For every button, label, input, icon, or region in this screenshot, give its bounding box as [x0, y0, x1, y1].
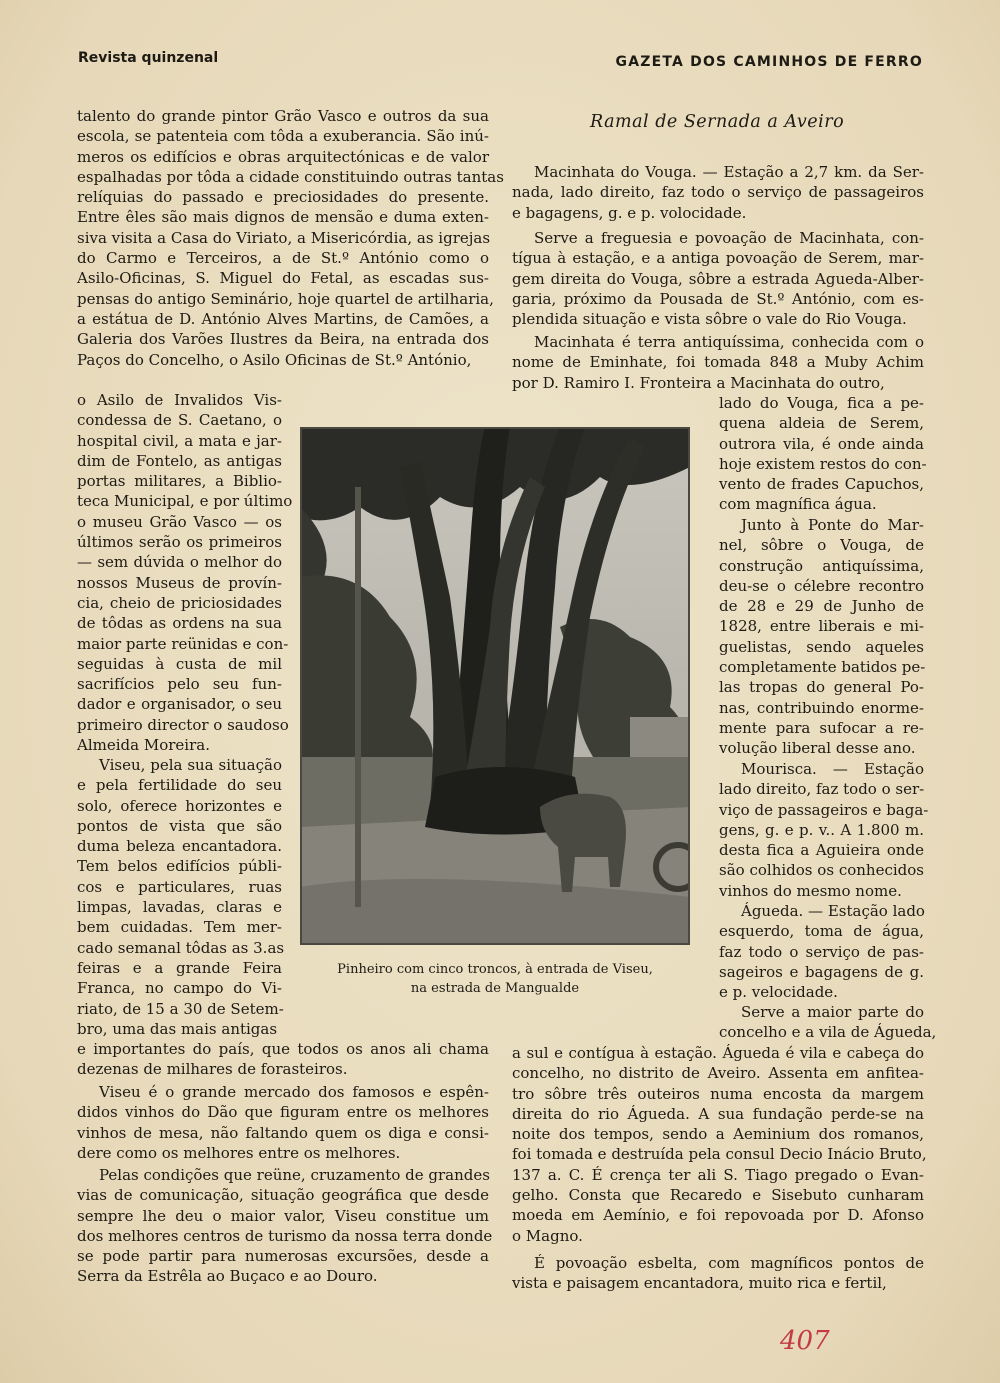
text-line: Asilo-Oficinas, S. Miguel do Fetal, as escadas sus- — [77, 269, 489, 288]
text-line: volução liberal desse ano. — [719, 739, 916, 758]
text-line: Pelas condições que reüne, cruzamento de grandes — [99, 1166, 490, 1184]
text-line: concelho e a vila de Águeda, — [719, 1023, 937, 1042]
text-line: hospital civil, a mata e jar- — [77, 431, 282, 450]
right-paragraph-5 — [719, 759, 929, 901]
text-line: dim de Fontelo, as antigas — [77, 451, 282, 470]
running-header-left: Revista quinzenal — [78, 50, 219, 66]
text-line: de tôdas as ordens na sua — [77, 614, 282, 633]
left-paragraph-1 — [77, 106, 504, 370]
text-line: teca Municipal, e por último — [77, 492, 293, 511]
text-line: riato, de 15 a 30 de Setem- — [77, 999, 284, 1018]
text-line: nada, lado direito, faz todo o serviço de passageiros — [512, 183, 924, 202]
text-line: Macinhata do Vouga. — Estação a 2,7 km. da Ser- — [534, 163, 924, 181]
caption-line-2: na estrada de Mangualde — [410, 981, 580, 996]
text-line: 1828, entre liberais e mi- — [719, 617, 924, 636]
text-line: Águeda. — Estação lado — [741, 902, 925, 920]
text-line: Serve a freguesia e povoação de Macinhata, con- — [534, 229, 924, 247]
text-line: condessa de S. Caetano, o — [77, 411, 282, 430]
text-line: Viseu, pela sua situação — [99, 756, 282, 774]
text-line: vista e paisagem encantadora, muito rica e fertil, — [512, 1274, 887, 1293]
text-line: por D. Ramiro I. Fronteira a Macinhata do outro, — [512, 373, 885, 392]
left-paragraph-3 — [77, 755, 285, 1039]
text-line: Serve a maior parte do — [741, 1003, 924, 1021]
right-paragraph-1 — [512, 162, 924, 223]
text-line: sacrifícios pelo seu fun- — [77, 675, 282, 694]
text-line: sageiros e bagagens de g. — [719, 962, 924, 981]
photo-caption — [300, 960, 690, 998]
text-line: É povoação esbelta, com magníficos pontos de — [534, 1254, 924, 1272]
text-line: com magnífica água. — [719, 495, 877, 514]
text-line: o museu Grão Vasco — os — [77, 512, 282, 531]
text-line: feiras e a grande Feira — [77, 958, 282, 977]
running-header-right: GAZETA DOS CAMINHOS DE FERRO — [615, 54, 923, 70]
text-line: direita do rio Águeda. A sua fundação perde-se na — [512, 1104, 924, 1123]
text-line: — sem dúvida o melhor do — [77, 553, 282, 572]
tree-photograph — [300, 427, 690, 945]
text-line: construção antiquíssima, — [719, 556, 924, 575]
text-line: plendida situação e vista sôbre o vale do Rio Vouga. — [512, 310, 907, 329]
text-line: tígua à estação, e a antiga povoação de Serem, mar- — [512, 249, 924, 268]
text-line: 137 a. C. É crença ter ali S. Tiago pregado o Evan- — [512, 1165, 924, 1184]
text-line: nossos Museus de provín- — [77, 573, 282, 592]
text-line: dos melhores centros de turismo da nossa terra donde — [77, 1226, 493, 1245]
text-line: a sul e contígua à estação. Águeda é vila e cabeça do — [512, 1044, 924, 1062]
text-line: viço de passageiros e baga- — [719, 800, 929, 819]
text-line: lado do Vouga, fica a pe- — [719, 394, 924, 412]
text-line: limpas, lavadas, claras e — [77, 898, 282, 917]
text-line: duma beleza encantadora. — [77, 837, 282, 856]
text-line: o Asilo de Invalidos Vis- — [77, 391, 282, 409]
text-line: Serra da Estrêla ao Buçaco e ao Douro. — [77, 1267, 378, 1286]
text-line: nas, contribuindo enorme- — [719, 698, 924, 717]
text-line: pontos de vista que são — [77, 816, 282, 835]
text-line: quena aldeia de Serem, — [719, 414, 924, 433]
text-line: solo, oferece horizontes e — [77, 796, 282, 815]
text-line: siva visita a Casa do Viriato, a Misericórdia, as igrejas — [77, 228, 491, 247]
text-line: Tem belos edifícios públi- — [77, 857, 282, 876]
page-number: 407 — [780, 1326, 830, 1356]
text-line: o Magno. — [512, 1226, 583, 1245]
right-paragraph-2 — [512, 228, 924, 329]
text-line: são colhidos os conhecidos — [719, 861, 924, 880]
left-paragraph-6 — [77, 1165, 493, 1287]
text-line: do Carmo e Terceiros, a de St.º António como o — [77, 249, 489, 268]
text-line: nome de Eminhate, foi tomada 848 a Muby Achim — [512, 353, 924, 372]
text-line: cos e particulares, ruas — [77, 877, 282, 896]
text-line: cia, cheio de priciosidades — [77, 593, 282, 612]
text-line: outrora vila, é onde ainda — [719, 434, 924, 453]
text-line: e importantes do país, que todos os anos ali chama — [77, 1040, 489, 1058]
text-line: dezenas de milhares de forasteiros. — [77, 1060, 348, 1079]
text-line: nel, sôbre o Vouga, de — [719, 536, 924, 555]
text-line: dere como os melhores entre os melhores. — [77, 1143, 401, 1162]
text-line: a estátua de D. António Alves Martins, de Camões, a — [77, 309, 489, 328]
text-line: sempre lhe deu o maior valor, Viseu constitue um — [77, 1206, 489, 1225]
text-line: dador e organisador, o seu — [77, 695, 282, 714]
text-line: tro sôbre três outeiros numa encosta da margem — [512, 1084, 924, 1103]
text-line: moeda em Aemínio, e foi repovoada por D. Afonso — [512, 1206, 924, 1225]
text-line: las tropas do general Po- — [719, 678, 924, 697]
text-line: Viseu é o grande mercado dos famosos e espên- — [99, 1083, 489, 1101]
text-line: deu-se o célebre recontro — [719, 576, 924, 595]
text-line: bro, uma das mais antigas — [77, 1019, 278, 1038]
text-line: cado semanal tôdas as 3.as — [77, 938, 285, 957]
right-paragraph-7 — [719, 1002, 937, 1043]
left-paragraph-5 — [77, 1082, 489, 1163]
text-line: faz todo o serviço de pas- — [719, 942, 924, 961]
text-line: didos vinhos do Dão que figuram entre os melhores — [77, 1103, 489, 1122]
section-title: Ramal de Sernada a Aveiro — [590, 112, 845, 132]
text-line: esquerdo, toma de água, — [719, 922, 924, 941]
text-line: meros os edifícios e obras arquitectónicas e de valor — [77, 147, 489, 166]
text-line: foi tomada e destruída pela consul Decio Inácio Bruto, — [512, 1145, 927, 1164]
text-line: Junto à Ponte do Mar- — [741, 516, 924, 534]
text-line: espalhadas por tôda a cidade constituindo outras tantas — [77, 167, 504, 186]
text-line: gelho. Consta que Recaredo e Sisebuto cunharam — [512, 1186, 924, 1205]
text-line: guelistas, sendo aqueles — [719, 637, 924, 656]
text-line: últimos serão os primeiros — [77, 533, 282, 552]
text-line: primeiro director o saudoso — [77, 715, 289, 734]
text-line: vento de frades Capuchos, — [719, 475, 924, 494]
text-line: e p. velocidade. — [719, 983, 838, 1002]
text-line: hoje existem restos do con- — [719, 454, 927, 473]
text-line: Almeida Moreira. — [77, 736, 210, 755]
text-line: Entre êles são mais dignos de mensão e duma exten- — [77, 208, 489, 227]
right-paragraph-8 — [512, 1253, 924, 1294]
text-line: Franca, no campo do Vi- — [77, 979, 282, 998]
text-line: e bagagens, g. e p. volocidade. — [512, 203, 747, 222]
right-paragraph-3-wrap — [719, 393, 927, 515]
text-line: Paços do Concelho, o Asilo Oficinas de St.º António, — [77, 350, 472, 369]
left-paragraph-4 — [77, 1039, 489, 1080]
text-line: maior parte reünidas e con- — [77, 634, 289, 653]
text-line: portas militares, a Biblio- — [77, 472, 282, 491]
right-paragraph-7-wrap — [512, 1043, 927, 1246]
text-line: e pela fertilidade do seu — [77, 776, 282, 795]
text-line: garia, próximo da Pousada de St.º António, com es- — [512, 289, 924, 308]
text-line: lado direito, faz todo o ser- — [719, 780, 925, 799]
text-line: bem cuidadas. Tem mer- — [77, 918, 282, 937]
left-paragraph-2 — [77, 390, 293, 755]
text-line: pensas do antigo Seminário, hoje quartel de artilharia, — [77, 289, 494, 308]
text-line: escola, se patenteia com tôda a exuberancia. São inú- — [77, 127, 489, 146]
text-line: gem direita do Vouga, sôbre a estrada Agueda-Alber- — [512, 269, 924, 288]
right-paragraph-4 — [719, 515, 924, 759]
right-paragraph-6 — [719, 901, 924, 1002]
caption-line-1: Pinheiro com cinco troncos, à entrada de Viseu, — [337, 962, 653, 977]
text-line: concelho, no distrito de Aveiro. Assenta em anfitea- — [512, 1064, 924, 1083]
text-line: completamente batidos pe- — [719, 658, 926, 677]
text-line: vinhos de mesa, não faltando quem os diga e consi- — [77, 1123, 489, 1142]
text-line: Macinhata é terra antiquíssima, conhecida com o — [534, 333, 924, 351]
text-line: desta fica a Aguieira onde — [719, 841, 924, 860]
text-line: mente para sufocar a re- — [719, 718, 924, 737]
text-line: noite dos tempos, sendo a Aeminium dos romanos, — [512, 1125, 924, 1144]
text-line: gens, g. e p. v.. A 1.800 m. — [719, 820, 924, 839]
right-paragraph-3 — [512, 332, 924, 393]
text-line: se pode partir para numerosas excursões, desde a — [77, 1247, 489, 1266]
text-line: Mourisca. — Estação — [741, 760, 924, 778]
text-line: vias de comunicação, situação geográfica que desde — [77, 1186, 489, 1205]
text-line: de 28 e 29 de Junho de — [719, 597, 924, 616]
text-line: Galeria dos Varões Ilustres da Beira, na entrada dos — [77, 330, 489, 349]
text-line: talento do grande pintor Grão Vasco e outros da sua — [77, 107, 489, 125]
text-line: relíquias do passado e preciosidades do presente. — [77, 188, 489, 207]
text-line: vinhos do mesmo nome. — [719, 881, 902, 900]
text-line: seguidas à custa de mil — [77, 654, 282, 673]
